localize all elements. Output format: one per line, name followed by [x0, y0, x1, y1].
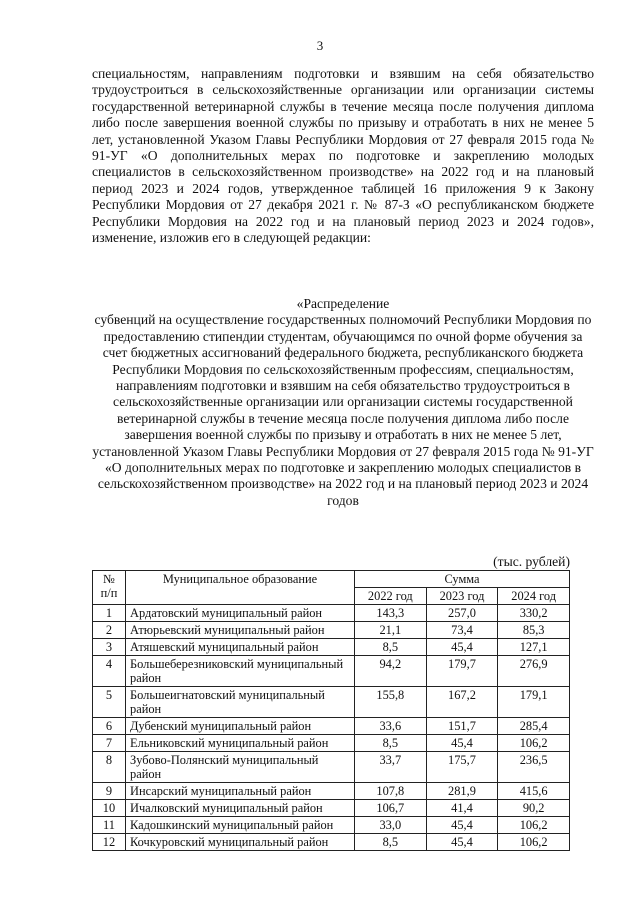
row-value-2022: 107,8	[355, 783, 427, 800]
row-value-2023: 41,4	[426, 800, 498, 817]
row-number: 5	[93, 687, 126, 718]
row-value-2022: 143,3	[355, 605, 427, 622]
row-value-2024: 85,3	[498, 622, 570, 639]
row-number: 10	[93, 800, 126, 817]
row-municipality: Атяшевский муниципальный район	[126, 639, 355, 656]
row-value-2024: 236,5	[498, 752, 570, 783]
row-value-2024: 106,2	[498, 834, 570, 851]
row-value-2022: 33,7	[355, 752, 427, 783]
row-value-2022: 94,2	[355, 656, 427, 687]
page-number: 3	[316, 38, 324, 53]
row-number: 2	[93, 622, 126, 639]
row-municipality: Инсарский муниципальный район	[126, 783, 355, 800]
table-row	[93, 605, 570, 622]
row-number: 12	[93, 834, 126, 851]
row-value-2023: 175,7	[426, 752, 498, 783]
row-number: 6	[93, 718, 126, 735]
row-number: 7	[93, 735, 126, 752]
row-municipality: Дубенский муниципальный район	[126, 718, 355, 735]
heading-title: «Распределение	[296, 296, 390, 311]
row-value-2022: 8,5	[355, 834, 427, 851]
row-value-2024: 106,2	[498, 735, 570, 752]
table-row	[93, 639, 570, 656]
row-municipality: Большеберезниковский муниципальный район	[126, 656, 355, 687]
header-municipality: Муниципальное образование	[126, 571, 355, 605]
row-value-2022: 33,0	[355, 817, 427, 834]
row-value-2022: 33,6	[355, 718, 427, 735]
row-value-2023: 45,4	[426, 817, 498, 834]
table-row	[93, 687, 570, 718]
intro-paragraph	[92, 66, 594, 246]
row-value-2023: 257,0	[426, 605, 498, 622]
row-value-2024: 276,9	[498, 656, 570, 687]
row-value-2024: 330,2	[498, 605, 570, 622]
row-value-2023: 45,4	[426, 735, 498, 752]
table-row	[93, 622, 570, 639]
row-municipality: Кочкуровский муниципальный район	[126, 834, 355, 851]
row-value-2024: 415,6	[498, 783, 570, 800]
row-value-2024: 127,1	[498, 639, 570, 656]
table-row	[93, 800, 570, 817]
row-value-2024: 179,1	[498, 687, 570, 718]
table-row	[93, 783, 570, 800]
row-municipality: Зубово-Полянский муниципальный район	[126, 752, 355, 783]
table-body	[93, 605, 570, 851]
row-value-2022: 21,1	[355, 622, 427, 639]
row-number: 1	[93, 605, 126, 622]
row-number: 9	[93, 783, 126, 800]
table-row	[93, 656, 570, 687]
table-row	[93, 718, 570, 735]
header-2024: 2024 год	[498, 588, 570, 605]
row-value-2022: 8,5	[355, 735, 427, 752]
row-number: 11	[93, 817, 126, 834]
row-value-2023: 45,4	[426, 639, 498, 656]
table-row	[93, 752, 570, 783]
row-value-2022: 155,8	[355, 687, 427, 718]
row-value-2023: 151,7	[426, 718, 498, 735]
row-value-2024: 90,2	[498, 800, 570, 817]
distribution-table	[92, 570, 570, 851]
row-municipality: Ичалковский муниципальный район	[126, 800, 355, 817]
row-value-2024: 106,2	[498, 817, 570, 834]
row-municipality: Атюрьевский муниципальный район	[126, 622, 355, 639]
row-municipality: Большеигнатовский муниципальный район	[126, 687, 355, 718]
table-heading	[92, 296, 594, 509]
row-value-2024: 285,4	[498, 718, 570, 735]
units-label: (тыс. рублей)	[493, 554, 570, 569]
row-value-2023: 281,9	[426, 783, 498, 800]
header-2023: 2023 год	[426, 588, 498, 605]
header-2022: 2022 год	[355, 588, 427, 605]
row-value-2023: 73,4	[426, 622, 498, 639]
header-sum: Сумма	[355, 571, 570, 588]
row-value-2022: 8,5	[355, 639, 427, 656]
table-header-row	[93, 571, 570, 588]
row-number: 3	[93, 639, 126, 656]
row-number: 8	[93, 752, 126, 783]
table-row	[93, 735, 570, 752]
header-number: № п/п	[93, 571, 126, 605]
heading-body: субвенций на осуществление государственных полномочий Республики Мордовия по предоставлению стипендии студентам, обучающимся по очной форме обучения за счет бюджетных ассигнований федерального бюджета, республиканского бюджета Республики Мордовия по сельскохозяйственным профессиям, специальностям, направлениям подготовки и взявшим на себя обязательство трудоустроиться в сельскохозяйственные организации или организации системы государственной ветеринарной службы в течение месяца после получения диплома либо после завершения военной службы по призыву и отработать в них не менее 5 лет, установленной Указом Главы Республики Мордовия от 27 февраля 2015 года № 91-УГ «О дополнительных мерах по подготовке и закреплению молодых специалистов в сельскохозяйственном производстве» на 2022 год и на плановый период 2023 и 2024 годов	[92, 312, 594, 508]
row-value-2023: 179,7	[426, 656, 498, 687]
row-value-2023: 167,2	[426, 687, 498, 718]
row-number: 4	[93, 656, 126, 687]
intro-text: специальностям, направлениям подготовки и взявшим на себя обязательство трудоустроиться в сельскохозяйственные организации или организации системы государственной ветеринарной службы в течение месяца после получения диплома либо после завершения военной службы по призыву и отработать в них не менее 5 лет, установленной Указом Главы Республики Мордовия от 27 февраля 2015 года № 91-УГ «О дополнительных мерах по подготовке и закреплению молодых специалистов в сельскохозяйственном производстве» на 2022 год и на плановый период 2023 и 2024 годов, утвержденное таблицей 16 приложения 9 к Закону Республики Мордовия от 27 декабря 2021 г. № 87-З «О республиканском бюджете Республики Мордовия на 2022 год и на плановый период 2023 и 2024 годов», изменение, изложив его в следующей редакции:	[92, 66, 594, 246]
row-value-2022: 106,7	[355, 800, 427, 817]
table-row	[93, 834, 570, 851]
row-municipality: Ельниковский муниципальный район	[126, 735, 355, 752]
row-municipality: Кадошкинский муниципальный район	[126, 817, 355, 834]
row-value-2023: 45,4	[426, 834, 498, 851]
row-municipality: Ардатовский муниципальный район	[126, 605, 355, 622]
table-row	[93, 817, 570, 834]
